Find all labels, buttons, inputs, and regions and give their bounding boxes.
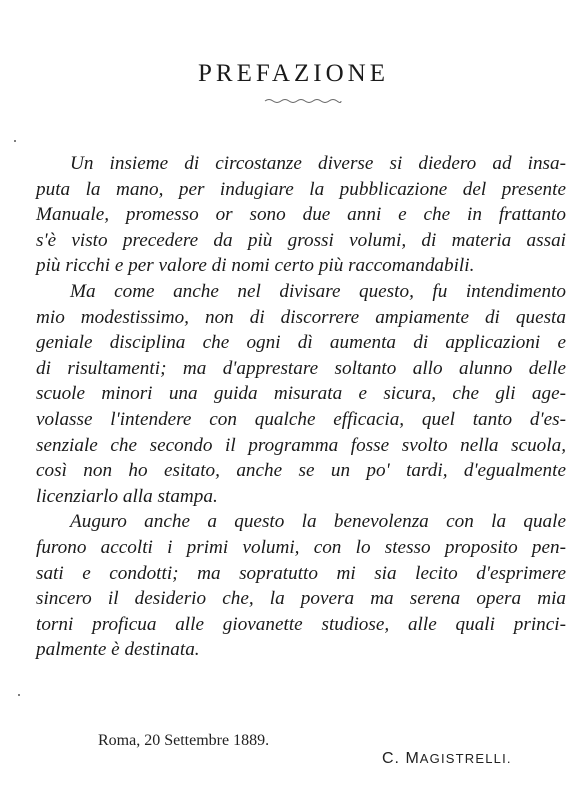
preface-line: Ma come anche nel divisare questo, fu intendimento [70,280,566,302]
preface-line: scuole minori una guida misurata e sicura, che gli age- [36,383,566,405]
preface-line: senziale che secondo il programma fosse svolto nella scuola, [36,434,566,456]
preface-line: licenziarlo alla stampa. [36,485,218,507]
preface-line: sincero il desiderio che, la povera ma serena opera mia [36,588,566,610]
preface-line: volasse l'intendere con qualche efficacia, quel tanto d'es- [36,408,566,430]
preface-line: mio modestissimo, non di discorrere ampiamente di questa [36,306,566,328]
print-speck [18,694,20,696]
place-date: Roma, 20 Settembre 1889. [98,732,270,749]
preface-line: Auguro anche a questo la benevolenza con la quale [70,511,566,533]
preface-line: palmente è destinata. [36,639,200,661]
preface-line: di risultamenti; ma d'apprestare soltanto allo alunno delle [36,357,566,379]
preface-line: puta la mano, per indugiare la pubblicazione del presente [36,178,566,200]
preface-line: s'è visto precedere da più grossi volumi, di materia assai [36,229,566,251]
preface-line: sati e condotti; ma sopratutto mi sia lecito d'esprimere [36,562,566,584]
page-title: PREFAZIONE [198,60,389,87]
preface-line: Manuale, promesso or sono due anni e che in frattanto [36,204,566,226]
preface-line: torni proficua alle giovanette studiose, alle quali princi- [36,613,566,635]
preface-line: così non ho esitato, anche se un po' tardi, d'egualmente [36,460,566,482]
preface-line: più ricchi e per valore di nomi certo più raccomandabili. [36,255,475,277]
preface-line: Un insieme di circostanze diverse si diedero ad insa- [70,153,566,174]
author-signature [382,750,512,768]
preface-line: furono accolti i primi volumi, con lo stesso proposito pen- [36,536,566,558]
print-speck [14,140,16,142]
author-initial: C. M [382,750,420,767]
preface-body [36,151,566,663]
title-ornament-icon [263,97,343,105]
author-surname: AGISTRELLI. [419,751,512,766]
preface-line: geniale disciplina che ogni dì aumenta di applicazioni e [36,332,566,354]
